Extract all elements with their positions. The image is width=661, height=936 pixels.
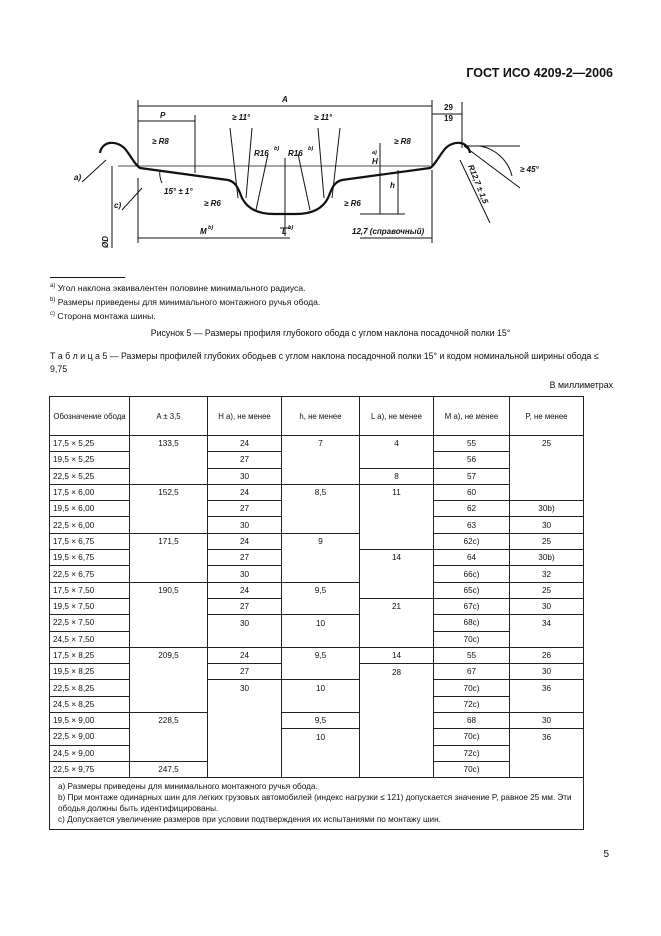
table-cell-H: 30 — [208, 517, 282, 533]
table-row — [50, 680, 584, 696]
table-cell-M: 60 — [434, 484, 510, 500]
table-cell-M: 64 — [434, 550, 510, 566]
table-cell-L: 4 — [360, 436, 434, 452]
table-row — [50, 664, 584, 680]
table-cell-P: 30b) — [510, 550, 584, 566]
label-r16-right: R16 — [288, 149, 303, 158]
table-cell-A — [130, 468, 208, 484]
label-M: M — [200, 227, 207, 236]
table-cell-A — [130, 615, 208, 631]
table-cell-H: 30 — [208, 566, 282, 582]
table-cell-d: 22,5 × 9,00 — [50, 729, 130, 745]
table-note-b: b) При монтаже одинарных шин для легких грузовых автомобилей (индекс нагрузки ≤ 121) допускается значение P, равное 25 мм. Эти ободья должны быть идентифицированы. — [58, 793, 572, 814]
table-row — [50, 452, 584, 468]
table-cell-A — [130, 680, 208, 696]
table-cell-d: 24,5 × 7,50 — [50, 631, 130, 647]
table-cell-L: 28 — [360, 664, 434, 680]
table-cell-A: 152,5 — [130, 484, 208, 500]
table-cell-P: 30 — [510, 517, 584, 533]
table-cell-d: 24,5 × 8,25 — [50, 696, 130, 712]
table-row — [50, 647, 584, 663]
table-row — [50, 436, 584, 452]
table-cell-P — [510, 696, 584, 712]
label-H-sup: a) — [372, 150, 377, 156]
table-cell-h: 8,5 — [282, 484, 360, 500]
table-cell-H: 27 — [208, 501, 282, 517]
table-row — [50, 517, 584, 533]
table-cell-A: 228,5 — [130, 713, 208, 729]
table-cell-H: 24 — [208, 436, 282, 452]
label-r16-sup-right: b) — [308, 146, 314, 152]
label-H: H — [372, 157, 378, 166]
table-cell-M: 72c) — [434, 696, 510, 712]
table-cell-d: 22,5 × 8,25 — [50, 680, 130, 696]
table-cell-L — [360, 696, 434, 712]
table-cell-P — [510, 761, 584, 777]
footnote-rule — [50, 277, 125, 278]
table-notes — [50, 778, 584, 830]
table-cell-P: 25 — [510, 533, 584, 549]
label-ang11-left: ≥ 11° — [232, 113, 251, 122]
table-cell-H: 30 — [208, 680, 282, 696]
table-note-a: a) Размеры приведены для минимального монтажного ручья обода. — [58, 782, 318, 792]
table-cell-A: 171,5 — [130, 533, 208, 549]
table-cell-h — [282, 664, 360, 680]
table-cell-h: 10 — [282, 680, 360, 696]
table-cell-M: 65c) — [434, 582, 510, 598]
table-cell-A: 133,5 — [130, 436, 208, 452]
table-cell-H: 24 — [208, 484, 282, 500]
table-row — [50, 615, 584, 631]
units-note: В миллиметрах — [549, 380, 613, 390]
table-cell-d: 17,5 × 6,75 — [50, 533, 130, 549]
table-cell-M: 62 — [434, 501, 510, 517]
table-cell-d: 17,5 × 5,25 — [50, 436, 130, 452]
footnote-c: $^{c)}$ Сторона монтажа шины. — [50, 311, 156, 321]
table-cell-h: 10 — [282, 615, 360, 631]
table-cell-h — [282, 468, 360, 484]
table-row — [50, 696, 584, 712]
table-cell-H — [208, 761, 282, 777]
table-cell-A — [130, 501, 208, 517]
table-cell-L — [360, 631, 434, 647]
label-29: 29 — [444, 103, 453, 112]
label-ang11-right: ≥ 11° — [314, 113, 333, 122]
table-cell-d: 19,5 × 6,75 — [50, 550, 130, 566]
table-cell-h: 9,5 — [282, 582, 360, 598]
table-cell-M: 57 — [434, 468, 510, 484]
table-cell-M: 70c) — [434, 631, 510, 647]
table-cell-L: 11 — [360, 484, 434, 500]
table-cell-d: 17,5 × 6,00 — [50, 484, 130, 500]
table-cell-h: 9,5 — [282, 713, 360, 729]
col-H: H a), не менее — [208, 397, 282, 436]
table-cell-M: 68 — [434, 713, 510, 729]
footnote-a: $^{a)}$ Угол наклона эквивалентен половине минимального радиуса. — [50, 283, 306, 293]
table-cell-A — [130, 517, 208, 533]
table-cell-L — [360, 517, 434, 533]
label-L: L — [282, 227, 287, 236]
label-19: 19 — [444, 114, 453, 123]
label-angle15: 15° ± 1° — [164, 187, 193, 196]
label-r6-right: ≥ R6 — [344, 199, 361, 208]
table-cell-L — [360, 533, 434, 549]
table-cell-d: 24,5 × 9,00 — [50, 745, 130, 761]
table-row — [50, 761, 584, 777]
table-cell-d: 19,5 × 5,25 — [50, 452, 130, 468]
table-cell-h: 7 — [282, 436, 360, 452]
table-cell-d: 19,5 × 7,50 — [50, 598, 130, 614]
table-cell-H — [208, 745, 282, 761]
table-cell-P: 25 — [510, 436, 584, 452]
table-cell-A — [130, 452, 208, 468]
table-cell-L: 14 — [360, 647, 434, 663]
table-cell-L — [360, 729, 434, 745]
table-cell-d: 22,5 × 5,25 — [50, 468, 130, 484]
table-cell-H: 27 — [208, 664, 282, 680]
table-cell-h — [282, 452, 360, 468]
table-cell-h — [282, 501, 360, 517]
table-cell-H: 24 — [208, 533, 282, 549]
table-cell-d: 22,5 × 9,75 — [50, 761, 130, 777]
table-cell-L — [360, 566, 434, 582]
table-cell-L — [360, 745, 434, 761]
table-cell-P: 30 — [510, 598, 584, 614]
table-cell-L: 21 — [360, 598, 434, 614]
table-cell-H: 30 — [208, 615, 282, 631]
table-cell-H: 27 — [208, 598, 282, 614]
label-h: h — [390, 181, 395, 190]
table-cell-H: 24 — [208, 582, 282, 598]
table-cell-M: 70c) — [434, 729, 510, 745]
table-cell-M: 70c) — [434, 680, 510, 696]
table-cell-M: 67 — [434, 664, 510, 680]
table-cell-P: 30 — [510, 713, 584, 729]
label-r8-left: ≥ R8 — [152, 137, 169, 146]
rim-profile-figure — [60, 88, 580, 253]
label-r8-right: ≥ R8 — [394, 137, 411, 146]
table-cell-A: 247,5 — [130, 761, 208, 777]
table-cell-M: 68c) — [434, 615, 510, 631]
table-cell-M: 63 — [434, 517, 510, 533]
table-row — [50, 501, 584, 517]
table-title: Т а б л и ц а 5 — Размеры профилей глубоких ободьев с углом наклона посадочной полки 15° и кодом номинальной ширины обода ≤ 9,75 — [50, 351, 599, 374]
table-cell-P: 34 — [510, 615, 584, 631]
label-r16-sup-left: b) — [274, 146, 280, 152]
table-cell-H: 27 — [208, 452, 282, 468]
table-cell-L — [360, 680, 434, 696]
table-cell-P: 26 — [510, 647, 584, 663]
table-cell-H — [208, 696, 282, 712]
table-row — [50, 484, 584, 500]
col-L: L a), не менее — [360, 397, 434, 436]
table-cell-M: 72c) — [434, 745, 510, 761]
table-row — [50, 533, 584, 549]
table-cell-d: 22,5 × 6,00 — [50, 517, 130, 533]
table-cell-L — [360, 615, 434, 631]
table-row — [50, 631, 584, 647]
table-cell-d: 17,5 × 7,50 — [50, 582, 130, 598]
table-cell-A: 190,5 — [130, 582, 208, 598]
table-cell-L: 8 — [360, 468, 434, 484]
table-cell-L — [360, 761, 434, 777]
label-r127: R12,7 ± 1,5 — [466, 163, 490, 206]
label-A: A — [282, 95, 288, 104]
table-cell-P: 25 — [510, 582, 584, 598]
table-cell-M: 62c) — [434, 533, 510, 549]
label-c: c) — [114, 201, 122, 210]
col-h: h, не менее — [282, 397, 360, 436]
table-cell-h — [282, 696, 360, 712]
table-cell-h — [282, 598, 360, 614]
table-cell-M: 70c) — [434, 761, 510, 777]
table-cell-P: 32 — [510, 566, 584, 582]
document-header: ГОСТ ИСО 4209-2—2006 — [466, 66, 613, 80]
table-cell-L: 14 — [360, 550, 434, 566]
table-cell-P — [510, 452, 584, 468]
table-cell-h — [282, 745, 360, 761]
table-cell-h: 9,5 — [282, 647, 360, 663]
table-cell-d: 19,5 × 9,00 — [50, 713, 130, 729]
table-cell-h — [282, 631, 360, 647]
table-cell-h — [282, 761, 360, 777]
label-P: P — [160, 111, 166, 120]
table-cell-A — [130, 598, 208, 614]
table-cell-P: 30 — [510, 664, 584, 680]
table-cell-h: 9 — [282, 533, 360, 549]
table-cell-A — [130, 745, 208, 761]
table-row — [50, 713, 584, 729]
table-cell-P: 30b) — [510, 501, 584, 517]
table-cell-A — [130, 696, 208, 712]
table-cell-h — [282, 566, 360, 582]
label-127: 12,7 (справочный) — [352, 227, 425, 236]
label-r16-left: R16 — [254, 149, 269, 158]
table-cell-A: 209,5 — [130, 647, 208, 663]
table-cell-P — [510, 745, 584, 761]
table-cell-L — [360, 582, 434, 598]
label-ang45: ≥ 45° — [520, 165, 539, 174]
table-cell-h — [282, 517, 360, 533]
table-cell-d: 22,5 × 6,75 — [50, 566, 130, 582]
table-cell-P — [510, 631, 584, 647]
table-cell-P: 36 — [510, 729, 584, 745]
table-cell-P: 36 — [510, 680, 584, 696]
table-cell-A — [130, 664, 208, 680]
table-note-c: c) Допускается увеличение размеров при условии подтверждения их испытаниями по монтажу шин. — [58, 815, 441, 825]
label-a: a) — [74, 173, 82, 182]
table-cell-P — [510, 468, 584, 484]
table-row — [50, 598, 584, 614]
table-cell-A — [130, 550, 208, 566]
table-cell-H — [208, 713, 282, 729]
table-cell-M: 55 — [434, 436, 510, 452]
label-M-sup: b) — [208, 225, 214, 231]
table-cell-M: 55 — [434, 647, 510, 663]
table-cell-d: 19,5 × 8,25 — [50, 664, 130, 680]
table-cell-M: 67c) — [434, 598, 510, 614]
table-cell-A — [130, 729, 208, 745]
table-cell-d: 22,5 × 7,50 — [50, 615, 130, 631]
figure-caption: Рисунок 5 — Размеры профиля глубокого обода с углом наклона посадочной полки 15° — [150, 328, 511, 338]
page-number: 5 — [603, 849, 609, 860]
table-row — [50, 745, 584, 761]
footnote-b: $^{b)}$ Размеры приведены для минимального монтажного ручья обода. — [50, 297, 321, 307]
col-designation: Обозначение обода — [50, 397, 130, 436]
table-cell-L — [360, 501, 434, 517]
table-cell-A — [130, 566, 208, 582]
label-D: ØD — [101, 236, 110, 248]
table-cell-M: 56 — [434, 452, 510, 468]
table-cell-d: 19,5 × 6,00 — [50, 501, 130, 517]
col-P: P, не менее — [510, 397, 584, 436]
table-cell-H: 30 — [208, 468, 282, 484]
table-cell-d: 17,5 × 8,25 — [50, 647, 130, 663]
table-cell-H: 24 — [208, 647, 282, 663]
table-cell-H — [208, 729, 282, 745]
table-cell-H: 27 — [208, 550, 282, 566]
col-A: A ± 3,5 — [130, 397, 208, 436]
table-cell-A — [130, 631, 208, 647]
table-cell-h — [282, 550, 360, 566]
table-cell-H — [208, 631, 282, 647]
table-cell-M: 66c) — [434, 566, 510, 582]
table-row — [50, 468, 584, 484]
table-cell-h: 10 — [282, 729, 360, 745]
table-cell-L — [360, 452, 434, 468]
label-r6-left: ≥ R6 — [204, 199, 221, 208]
table-row — [50, 550, 584, 566]
table-row — [50, 566, 584, 582]
label-L-sup: b) — [288, 225, 294, 231]
table-row — [50, 582, 584, 598]
table-cell-P — [510, 484, 584, 500]
col-M: M a), не менее — [434, 397, 510, 436]
table-row — [50, 729, 584, 745]
table-cell-L — [360, 713, 434, 729]
rim-dimensions-table — [49, 396, 584, 830]
